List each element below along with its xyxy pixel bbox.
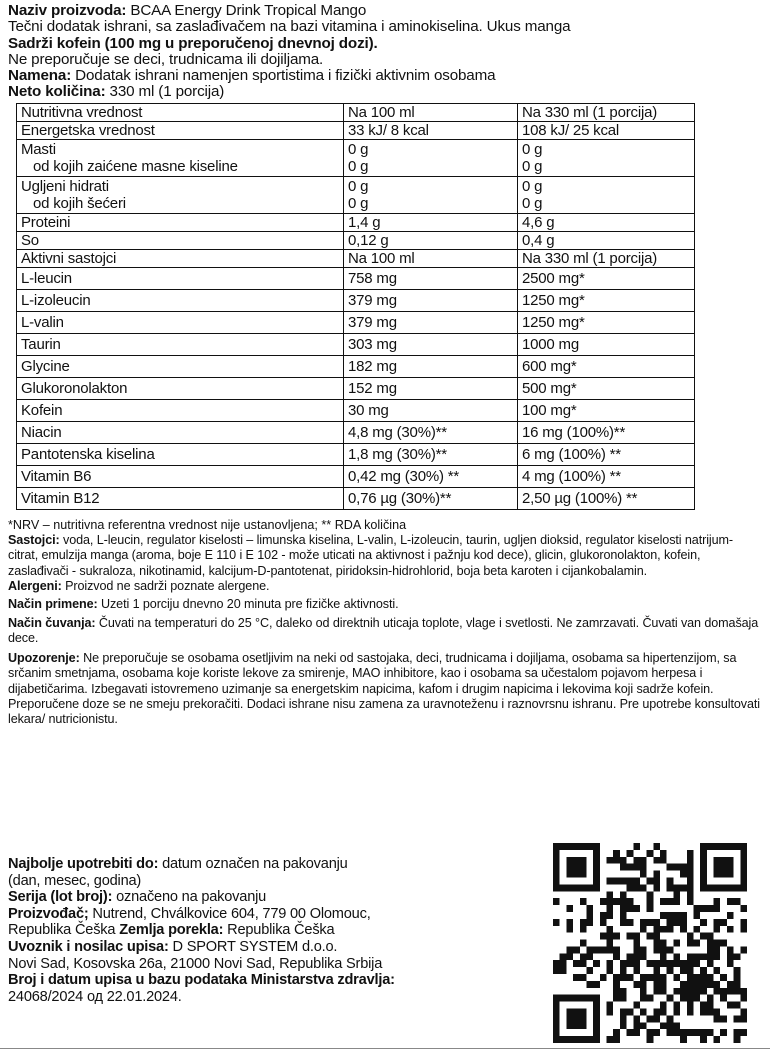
table-row: L-valin 379 mg 1250 mg*	[17, 311, 695, 333]
table-row: Masti od kojih zaićene masne kiseline 0 g 0 g 0 g 0 g	[17, 139, 695, 176]
table-row: Nutritivna vrednost Na 100 ml Na 330 ml (1 porcija)	[17, 103, 695, 121]
ingredients: Sastojci: voda, L-leucin, regulator kiselosti – limunska kiselina, L-valin, L-izoleucin, taurin, ugljen dioksid, regulator kiselosti natrijum-citrat, emulzija manga (aroma, boje E 110 i E 102 - može uticati na aktivnost i pažnju kod dece), glicin, glukoronolakton, kofein, zaslađivači - sukraloza, nikotinamid, kalcijum-D-pantotenat, piridoksin-hidrohlorid, boja beta karoten i cijankobalamin.	[8, 533, 733, 578]
table-row: Niacin 4,8 mg (30%)** 16 mg (100%)**	[17, 421, 695, 443]
net-quantity-line: Neto količina: 330 ml (1 porcija)	[8, 83, 225, 101]
allergens: Alergeni: Proizvod ne sadrži poznate alergene.	[8, 578, 270, 593]
table-row: Aktivni sastojci Na 100 ml Na 330 ml (1 porcija)	[17, 249, 695, 267]
nutrition-table	[16, 103, 695, 510]
product-name-label: Naziv proizvoda:	[8, 2, 127, 19]
table-row: Taurin 303 mg 1000 mg	[17, 333, 695, 355]
usage: Način primene: Uzeti 1 porciju dnevno 20 minuta pre fizičke aktivnosti.	[8, 597, 399, 612]
table-row: Proteini 1,4 g 4,6 g	[17, 213, 695, 231]
bottom-rule	[0, 1048, 770, 1049]
caffeine-notice: Sadrži kofein (100 mg u preporučenoj dnevnoj dozi).	[8, 34, 378, 52]
table-row: Glycine 182 mg 600 mg*	[17, 355, 695, 377]
table-row: So 0,12 g 0,4 g	[17, 231, 695, 249]
purpose-line: Namena: Dodatak ishrani namenjen sportistima i fizički aktivnim osobama	[8, 67, 496, 85]
table-row: Glukoronolakton 152 mg 500 mg*	[17, 377, 695, 399]
table-row: Ugljeni hidrati od kojih šećeri 0 g 0 g 0 g 0 g	[17, 176, 695, 213]
qr-code-icon	[553, 843, 747, 1043]
table-row: Kofein 30 mg 100 mg*	[17, 399, 695, 421]
footnote: *NRV – nutritivna referentna vrednost nije ustanovljena; ** RDA količina	[8, 517, 407, 532]
caution: Upozorenje: Ne preporučuje se osobama osetljivim na neki od sastojaka, deci, trudnicama i dojiljama, osobama sa hipertenzijom, sa srčanim smetnjama, osobama koje koriste lekove za smirenje, MAO inhibitore, kao i osobama sa učestalom pojavom herpesa i dijabetičarima. Izbegavati istovremeno uzimanje sa energetskim napicima, kafom i drugim napicima i lekovima koji sadrže kofein. Preporučene doze se ne smeju prekoračiti. Dodaci ishrane nisu zamena za uravnoteženu i raznovrsnu ishranu. Pre upotrebe konsultovati lekara/ nutricionistu.	[8, 651, 760, 727]
info-text	[8, 533, 762, 728]
table-row: Vitamin B12 0,76 µg (30%)** 2,50 µg (100%) **	[17, 487, 695, 509]
product-description: Tečni dodatak ishrani, sa zaslađivačem na bazi vitamina i aminokiselina. Ukus manga	[8, 18, 571, 36]
product-name-value: BCAA Energy Drink Tropical Mango	[126, 2, 367, 19]
age-warning: Ne preporučuje se deci, trudnicama ili dojiljama.	[8, 50, 324, 68]
product-name-line	[8, 3, 762, 19]
table-row: Pantotenska kiselina 1,8 mg (30%)** 6 mg (100%) **	[17, 443, 695, 465]
table-row: Energetska vrednost 33 kJ/ 8 kcal 108 kJ/ 25 kcal	[17, 121, 695, 139]
manufacturer-info: Najbolje upotrebiti do: datum označen na pakovanju (dan, mesec, godina) Serija (lot broj): označeno na pakovanju Proizvođač; Nutrend, Chválkovice 604, 779 00 Olomouc, Republika Češka Zemlja porekla: Republika Češka Uvoznik i nosilac upisa: D SPORT SYSTEM d.o.o. Novi Sad, Kosovska 26a, 21000 Novi Sad, Republika Srbija Broj i datum upisa u bazu podataka Ministarstva zdravlja: 24068/2024 од 22.01.2024.	[8, 856, 395, 1005]
storage: Način čuvanja: Čuvati na temperaturi do 25 °C, daleko od direktnih uticaja toplote, vlage i svetlosti. Ne zamrzavati. Čuvati van domašaja dece.	[8, 615, 759, 645]
table-row: L-izoleucin 379 mg 1250 mg*	[17, 289, 695, 311]
table-row: L-leucin 758 mg 2500 mg*	[17, 267, 695, 289]
label-document	[8, 3, 762, 728]
table-row: Vitamin B6 0,42 mg (30%) ** 4 mg (100%) **	[17, 465, 695, 487]
